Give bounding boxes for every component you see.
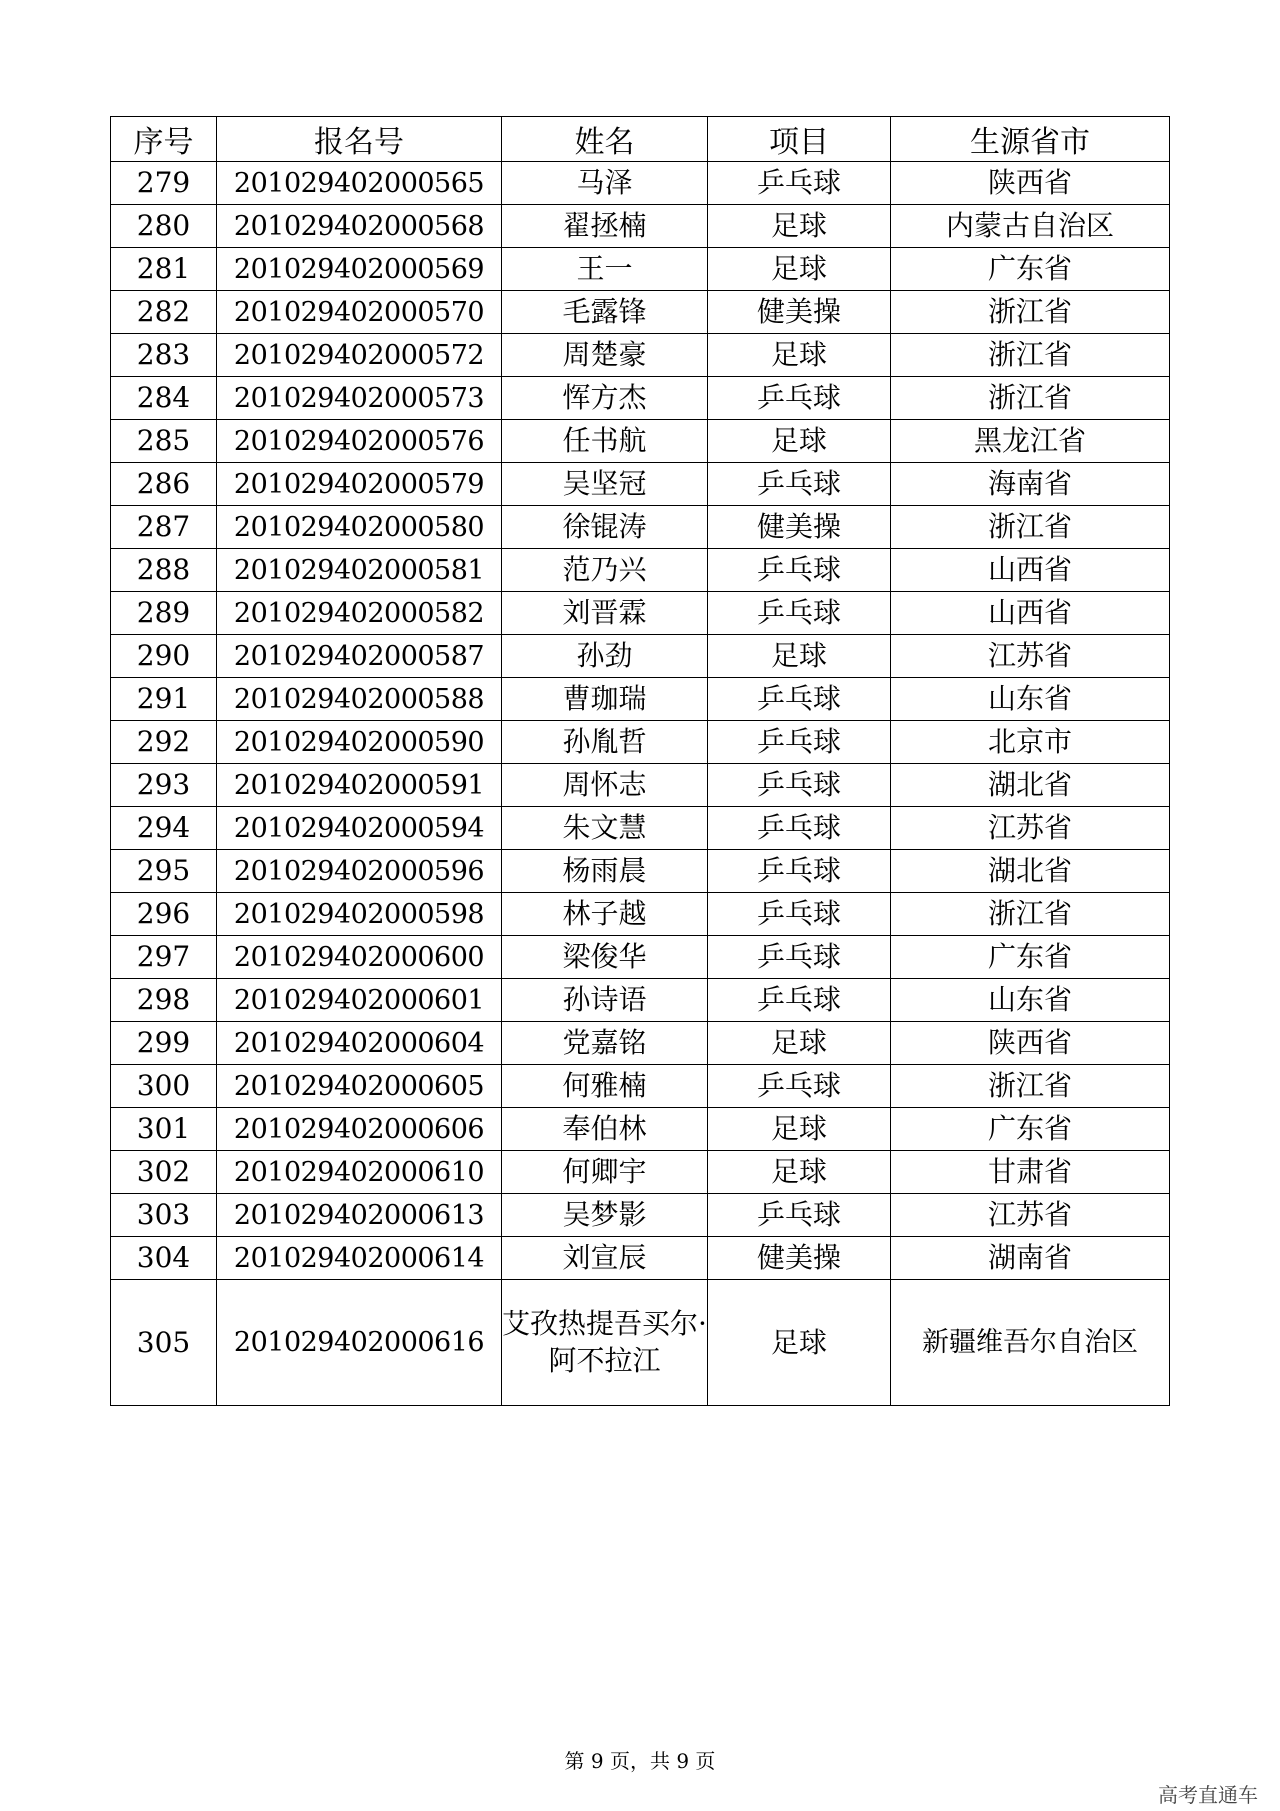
- cell-name: 孙劲: [502, 635, 708, 678]
- cell-province: 山东省: [891, 979, 1170, 1022]
- cell-project: 乒乓球: [708, 162, 891, 205]
- cell-province: 湖北省: [891, 764, 1170, 807]
- cell-province: 浙江省: [891, 291, 1170, 334]
- cell-seq: 295: [111, 850, 217, 893]
- cell-project: 足球: [708, 205, 891, 248]
- cell-reg: 201029402000616: [217, 1280, 502, 1406]
- cell-reg: 201029402000568: [217, 205, 502, 248]
- cell-name: 任书航: [502, 420, 708, 463]
- header-project: 项目: [708, 117, 891, 162]
- cell-reg: 201029402000587: [217, 635, 502, 678]
- cell-name: 吴梦影: [502, 1194, 708, 1237]
- cell-province: 山西省: [891, 592, 1170, 635]
- cell-province: 江苏省: [891, 1194, 1170, 1237]
- table-row: [111, 420, 1170, 463]
- cell-province: 甘肃省: [891, 1151, 1170, 1194]
- cell-seq: 291: [111, 678, 217, 721]
- cell-project: 乒乓球: [708, 721, 891, 764]
- cell-province: 陕西省: [891, 1022, 1170, 1065]
- cell-project: 足球: [708, 1022, 891, 1065]
- table-row: [111, 463, 1170, 506]
- cell-reg: 201029402000598: [217, 893, 502, 936]
- cell-project: 乒乓球: [708, 807, 891, 850]
- table-row: [111, 1194, 1170, 1237]
- cell-project: 乒乓球: [708, 850, 891, 893]
- table-row: [111, 1237, 1170, 1280]
- cell-reg: 201029402000573: [217, 377, 502, 420]
- cell-seq: 299: [111, 1022, 217, 1065]
- cell-seq: 296: [111, 893, 217, 936]
- cell-name: 刘宣辰: [502, 1237, 708, 1280]
- header-province: 生源省市: [891, 117, 1170, 162]
- table-row: [111, 936, 1170, 979]
- cell-province: 广东省: [891, 248, 1170, 291]
- cell-name: 刘晋霖: [502, 592, 708, 635]
- cell-province: 浙江省: [891, 1065, 1170, 1108]
- cell-province: 陕西省: [891, 162, 1170, 205]
- cell-project: 足球: [708, 1108, 891, 1151]
- roster-table: [110, 116, 1170, 1406]
- cell-project: 乒乓球: [708, 1065, 891, 1108]
- cell-name: 范乃兴: [502, 549, 708, 592]
- cell-reg: 201029402000572: [217, 334, 502, 377]
- table-row: [111, 1022, 1170, 1065]
- table-row: [111, 162, 1170, 205]
- cell-seq: 297: [111, 936, 217, 979]
- cell-reg: 201029402000580: [217, 506, 502, 549]
- cell-seq: 302: [111, 1151, 217, 1194]
- cell-project: 乒乓球: [708, 764, 891, 807]
- cell-province: 山西省: [891, 549, 1170, 592]
- cell-province: 新疆维吾尔自治区: [891, 1280, 1170, 1406]
- cell-seq: 290: [111, 635, 217, 678]
- page-footer: 第 9 页，共 9 页: [564, 1749, 716, 1773]
- cell-project: 乒乓球: [708, 1194, 891, 1237]
- cell-reg: 201029402000591: [217, 764, 502, 807]
- table-row: [111, 377, 1170, 420]
- cell-name: 梁俊华: [502, 936, 708, 979]
- cell-name: 党嘉铭: [502, 1022, 708, 1065]
- cell-reg: 201029402000570: [217, 291, 502, 334]
- cell-seq: 303: [111, 1194, 217, 1237]
- cell-reg: 201029402000600: [217, 936, 502, 979]
- cell-project: 足球: [708, 420, 891, 463]
- cell-name: 林子越: [502, 893, 708, 936]
- cell-province: 湖南省: [891, 1237, 1170, 1280]
- cell-province: 浙江省: [891, 893, 1170, 936]
- table-row: [111, 678, 1170, 721]
- table-row: [111, 248, 1170, 291]
- table-row: [111, 1108, 1170, 1151]
- cell-reg: 201029402000606: [217, 1108, 502, 1151]
- table-row: [111, 1065, 1170, 1108]
- cell-name: 周怀志: [502, 764, 708, 807]
- cell-seq: 304: [111, 1237, 217, 1280]
- cell-name: 何雅楠: [502, 1065, 708, 1108]
- cell-name: 周楚豪: [502, 334, 708, 377]
- cell-project: 健美操: [708, 291, 891, 334]
- header-seq: 序号: [111, 117, 217, 162]
- cell-project: 乒乓球: [708, 678, 891, 721]
- cell-reg: 201029402000588: [217, 678, 502, 721]
- cell-province: 黑龙江省: [891, 420, 1170, 463]
- table-row: [111, 979, 1170, 1022]
- cell-reg: 201029402000582: [217, 592, 502, 635]
- table-row: [111, 807, 1170, 850]
- header-reg: 报名号: [217, 117, 502, 162]
- table-row: [111, 764, 1170, 807]
- cell-project: 足球: [708, 334, 891, 377]
- cell-project: 乒乓球: [708, 979, 891, 1022]
- cell-seq: 280: [111, 205, 217, 248]
- cell-seq: 293: [111, 764, 217, 807]
- cell-project: 乒乓球: [708, 377, 891, 420]
- cell-reg: 201029402000590: [217, 721, 502, 764]
- cell-name: 恽方杰: [502, 377, 708, 420]
- cell-seq: 283: [111, 334, 217, 377]
- table-row: [111, 334, 1170, 377]
- cell-seq: 287: [111, 506, 217, 549]
- table-row: [111, 893, 1170, 936]
- cell-name: 孙诗语: [502, 979, 708, 1022]
- cell-seq: 292: [111, 721, 217, 764]
- cell-province: 山东省: [891, 678, 1170, 721]
- table-body: [111, 162, 1170, 1406]
- cell-project: 乒乓球: [708, 549, 891, 592]
- cell-reg: 201029402000576: [217, 420, 502, 463]
- cell-seq: 282: [111, 291, 217, 334]
- cell-seq: 300: [111, 1065, 217, 1108]
- cell-province: 北京市: [891, 721, 1170, 764]
- cell-reg: 201029402000594: [217, 807, 502, 850]
- cell-province: 海南省: [891, 463, 1170, 506]
- cell-province: 江苏省: [891, 807, 1170, 850]
- cell-project: 健美操: [708, 506, 891, 549]
- cell-reg: 201029402000569: [217, 248, 502, 291]
- cell-province: 内蒙古自治区: [891, 205, 1170, 248]
- cell-seq: 298: [111, 979, 217, 1022]
- cell-name: 杨雨晨: [502, 850, 708, 893]
- cell-seq: 301: [111, 1108, 217, 1151]
- table-row: [111, 506, 1170, 549]
- cell-name: 奉伯林: [502, 1108, 708, 1151]
- cell-province: 浙江省: [891, 506, 1170, 549]
- cell-name: 艾孜热提吾买尔·阿不拉江: [502, 1280, 708, 1406]
- cell-seq: 279: [111, 162, 217, 205]
- cell-reg: 201029402000596: [217, 850, 502, 893]
- table-row: [111, 635, 1170, 678]
- header-name: 姓名: [502, 117, 708, 162]
- cell-name: 翟拯楠: [502, 205, 708, 248]
- cell-project: 乒乓球: [708, 592, 891, 635]
- cell-name: 吴坚冠: [502, 463, 708, 506]
- table-row: [111, 850, 1170, 893]
- cell-project: 乒乓球: [708, 893, 891, 936]
- cell-reg: 201029402000581: [217, 549, 502, 592]
- cell-seq: 281: [111, 248, 217, 291]
- cell-reg: 201029402000614: [217, 1237, 502, 1280]
- cell-project: 健美操: [708, 1237, 891, 1280]
- cell-name: 朱文慧: [502, 807, 708, 850]
- cell-name: 马泽: [502, 162, 708, 205]
- cell-province: 浙江省: [891, 334, 1170, 377]
- cell-project: 足球: [708, 248, 891, 291]
- cell-reg: 201029402000604: [217, 1022, 502, 1065]
- cell-project: 足球: [708, 1280, 891, 1406]
- cell-province: 广东省: [891, 1108, 1170, 1151]
- cell-reg: 201029402000601: [217, 979, 502, 1022]
- table-row: [111, 291, 1170, 334]
- cell-seq: 294: [111, 807, 217, 850]
- cell-reg: 201029402000579: [217, 463, 502, 506]
- cell-name: 毛露锋: [502, 291, 708, 334]
- cell-name: 曹珈瑞: [502, 678, 708, 721]
- cell-name: 徐锟涛: [502, 506, 708, 549]
- cell-reg: 201029402000565: [217, 162, 502, 205]
- table-row: [111, 549, 1170, 592]
- cell-project: 乒乓球: [708, 463, 891, 506]
- cell-reg: 201029402000605: [217, 1065, 502, 1108]
- table-header: [111, 117, 1170, 162]
- cell-name: 孙胤哲: [502, 721, 708, 764]
- cell-province: 浙江省: [891, 377, 1170, 420]
- cell-seq: 289: [111, 592, 217, 635]
- cell-reg: 201029402000610: [217, 1151, 502, 1194]
- cell-province: 广东省: [891, 936, 1170, 979]
- cell-name: 何卿宇: [502, 1151, 708, 1194]
- table-row: [111, 1280, 1170, 1406]
- cell-seq: 286: [111, 463, 217, 506]
- table-row: [111, 1151, 1170, 1194]
- cell-project: 乒乓球: [708, 936, 891, 979]
- table-row: [111, 721, 1170, 764]
- watermark: 高考直通车: [1158, 1783, 1258, 1807]
- cell-seq: 288: [111, 549, 217, 592]
- cell-seq: 284: [111, 377, 217, 420]
- table-row: [111, 205, 1170, 248]
- cell-seq: 305: [111, 1280, 217, 1406]
- table-row: [111, 592, 1170, 635]
- cell-seq: 285: [111, 420, 217, 463]
- cell-name: 王一: [502, 248, 708, 291]
- cell-province: 湖北省: [891, 850, 1170, 893]
- header-row: [111, 117, 1170, 162]
- cell-project: 足球: [708, 635, 891, 678]
- cell-project: 足球: [708, 1151, 891, 1194]
- cell-reg: 201029402000613: [217, 1194, 502, 1237]
- cell-province: 江苏省: [891, 635, 1170, 678]
